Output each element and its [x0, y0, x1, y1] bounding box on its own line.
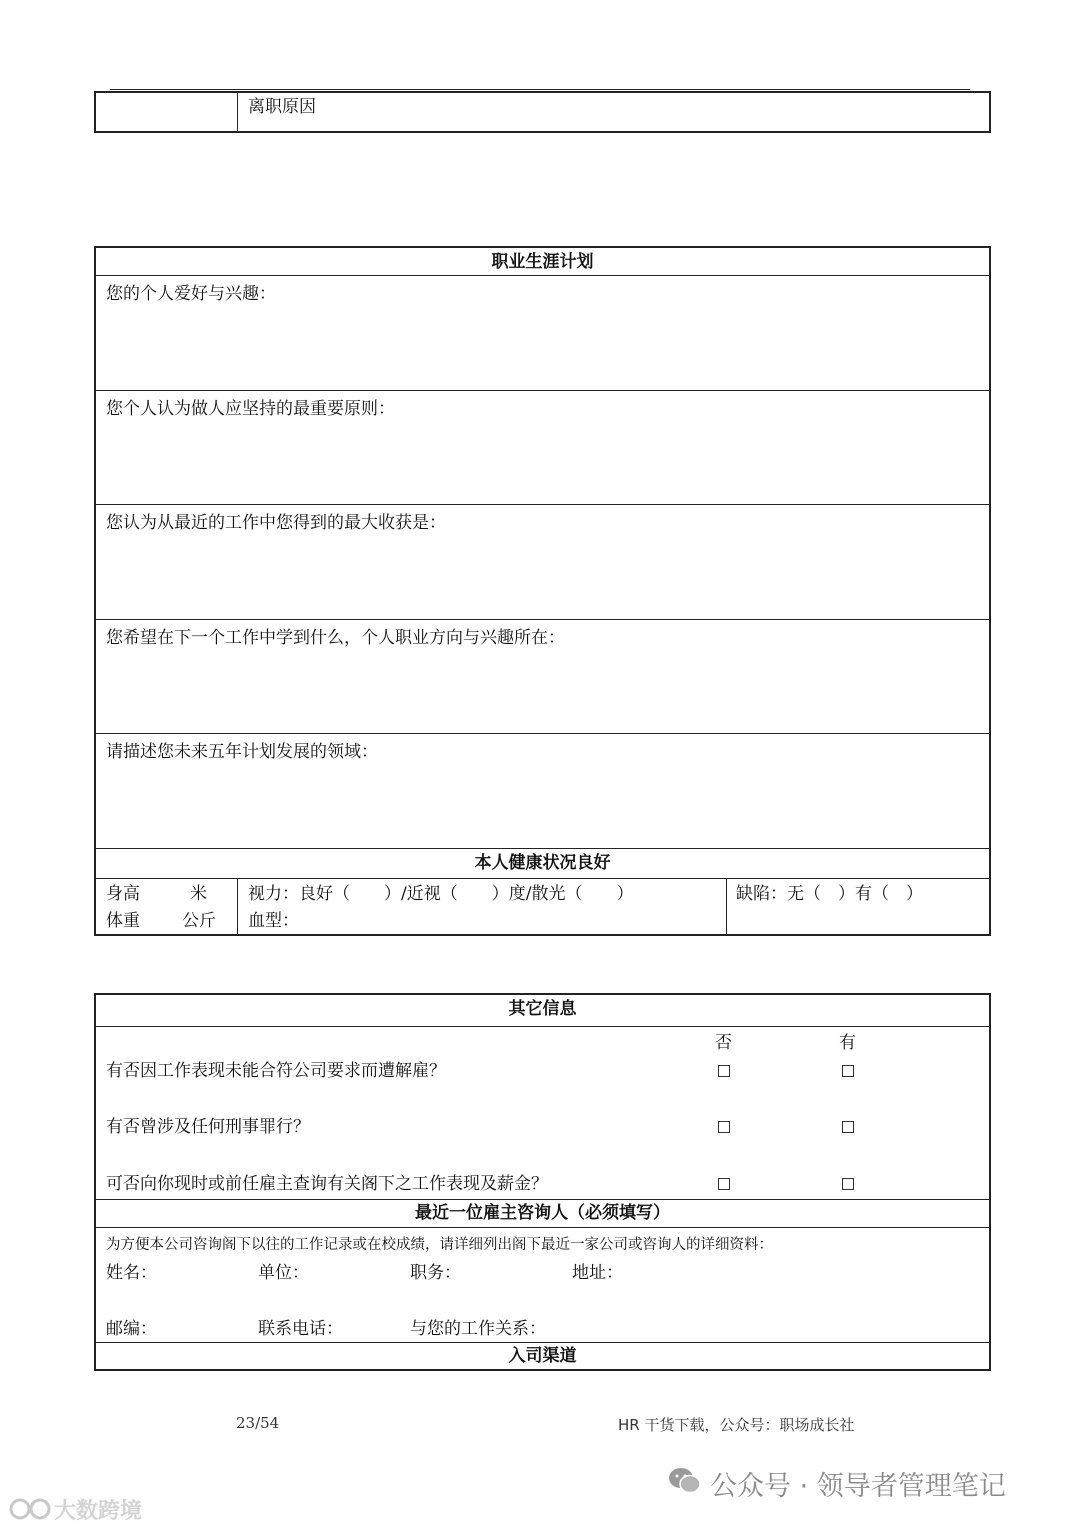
career-question-principles: 您个人认为做人应坚持的最重要原则：	[106, 399, 395, 419]
reference-position-field: 职务：	[410, 1263, 461, 1283]
career-divider-6	[94, 848, 991, 849]
career-question-five-year: 请描述您未来五年计划发展的领域：	[106, 742, 378, 762]
dismissal-yes-checkbox[interactable]	[842, 1065, 854, 1077]
channel-title: 入司渠道	[508, 1346, 577, 1366]
col-yes-header: 有	[839, 1033, 856, 1053]
defect-field: 缺陷：无（ ）有（ ）	[736, 884, 923, 904]
weight-label: 体重	[106, 911, 140, 931]
reference-unit-field: 单位：	[258, 1263, 309, 1283]
blood-type-field: 血型：	[248, 911, 299, 931]
career-divider-5	[94, 733, 991, 734]
career-question-gains: 您认为从最近的工作中您得到的最大收获是：	[106, 513, 446, 533]
career-divider-2	[94, 390, 991, 391]
leave-reason-divider	[237, 91, 238, 133]
watermark-right: 公众号 · 领导者管理笔记	[710, 1471, 1006, 1502]
career-plan-table	[94, 246, 991, 936]
other-info-title: 其它信息	[508, 999, 577, 1019]
reference-postcode-field: 邮编：	[106, 1319, 157, 1339]
top-rule	[110, 89, 970, 90]
wechat-icon	[668, 1466, 702, 1496]
reference-intro: 为方便本公司咨询阁下以往的工作记录或在校成绩，请详细列出阁下最近一家公司或咨询人的详细资料：	[106, 1237, 773, 1253]
logo-icon	[8, 1497, 54, 1521]
other-divider-1	[94, 1026, 991, 1027]
inquiry-yes-checkbox[interactable]	[842, 1178, 854, 1190]
career-question-hobbies: 您的个人爱好与兴趣：	[106, 284, 276, 304]
reference-name-field: 姓名：	[106, 1263, 157, 1283]
height-label: 身高	[106, 884, 140, 904]
other-divider-2	[94, 1199, 991, 1200]
col-no-header: 否	[715, 1033, 732, 1053]
inquiry-no-checkbox[interactable]	[718, 1178, 730, 1190]
reference-relation-field: 与您的工作关系：	[410, 1319, 546, 1339]
other-divider-3	[94, 1227, 991, 1228]
dismissal-no-checkbox[interactable]	[718, 1065, 730, 1077]
reference-address-field: 地址：	[572, 1263, 623, 1283]
career-divider-4	[94, 619, 991, 620]
page-number: 23/54	[236, 1414, 280, 1432]
health-title: 本人健康状况良好	[474, 853, 611, 873]
career-question-next-job: 您希望在下一个工作中学到什么，个人职业方向与兴趣所在：	[106, 628, 565, 648]
criminal-yes-checkbox[interactable]	[842, 1121, 854, 1133]
career-plan-title: 职业生涯计划	[491, 252, 594, 272]
reference-title: 最近一位雇主咨询人（必须填写）	[415, 1203, 670, 1223]
criminal-no-checkbox[interactable]	[718, 1121, 730, 1133]
leave-reason-table	[94, 91, 991, 133]
career-divider-3	[94, 504, 991, 505]
question-employer-inquiry: 可否向你现时或前任雇主查询有关阁下之工作表现及薪金？	[106, 1174, 548, 1194]
footer-note: HR 干货下载，公众号：职场成长社	[618, 1416, 855, 1434]
question-dismissal: 有否因工作表现未能合符公司要求而遭解雇？	[106, 1061, 446, 1081]
career-divider-1	[94, 275, 991, 276]
vision-field: 视力：良好（ ）/近视（ ）度/散光（ ）	[248, 884, 634, 904]
weight-unit: 公斤	[182, 911, 216, 931]
watermark-left: 大数跨境	[54, 1499, 143, 1524]
health-vdivider-2	[726, 878, 727, 936]
reference-phone-field: 联系电话：	[258, 1319, 343, 1339]
height-unit: 米	[190, 884, 207, 904]
other-divider-4	[94, 1342, 991, 1343]
health-vdivider-1	[237, 878, 238, 936]
question-criminal: 有否曾涉及任何刑事罪行？	[106, 1117, 310, 1137]
leave-reason-label: 离职原因	[248, 97, 316, 117]
health-divider	[94, 878, 991, 879]
